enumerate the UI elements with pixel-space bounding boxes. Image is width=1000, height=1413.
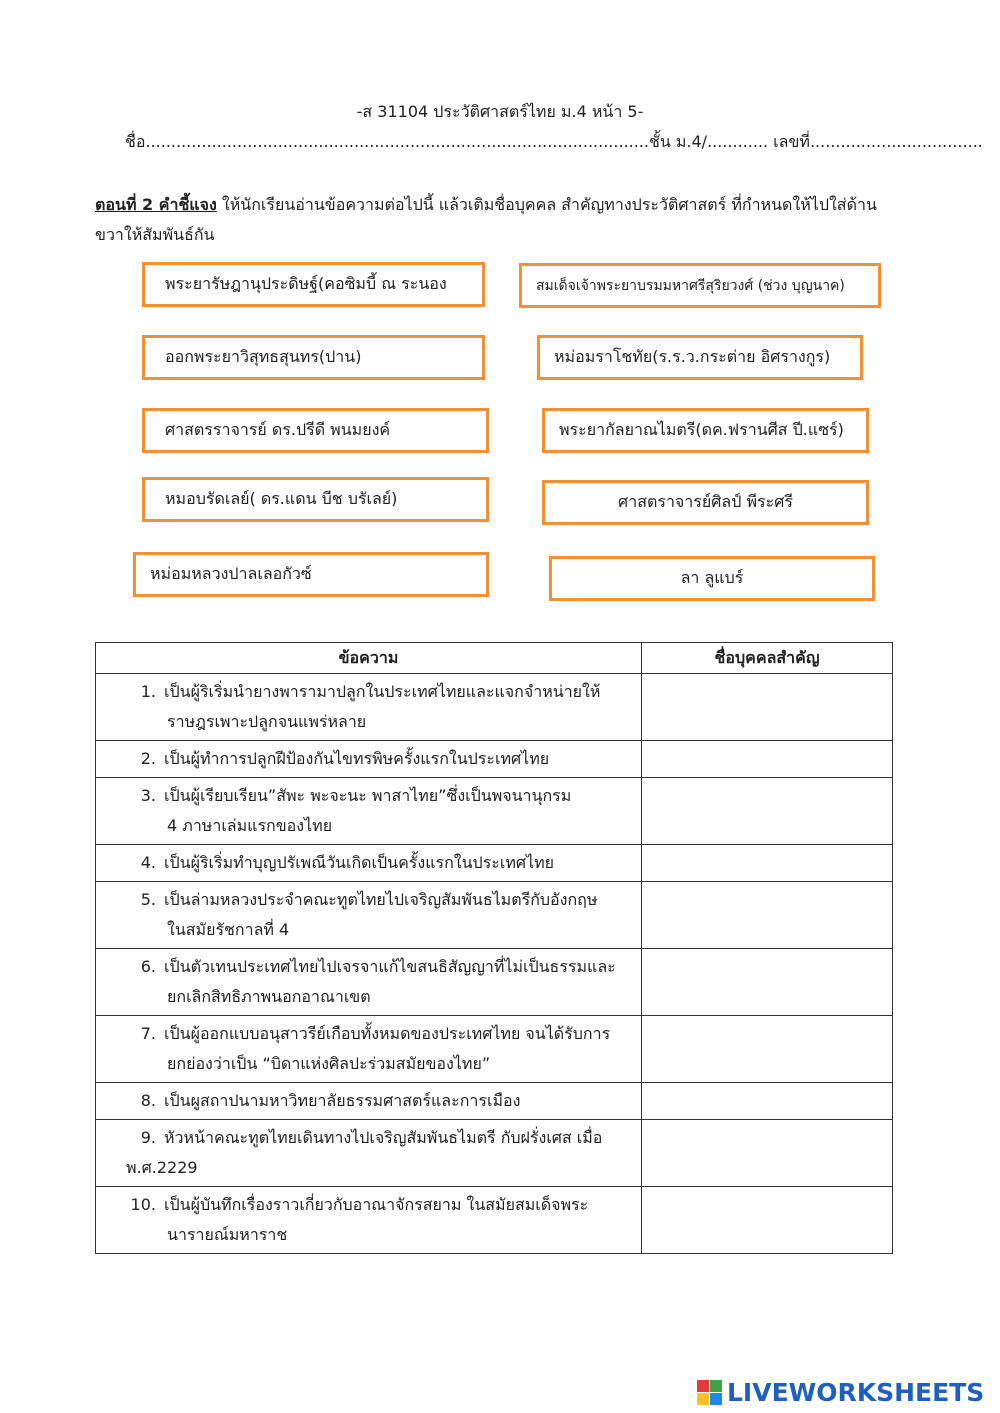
table-row xyxy=(96,1016,893,1083)
statement-line: ยกเลิกสิทธิภาพนอกอาณาเขต xyxy=(167,987,371,1006)
table-row xyxy=(96,778,893,845)
name-box-4[interactable] xyxy=(537,335,863,380)
name-box-label: ศาสตราจารย์ศิลป์ พีระศรี xyxy=(618,492,793,511)
statement-cell xyxy=(96,1187,642,1254)
table-row xyxy=(96,1120,893,1187)
statement-cell xyxy=(96,778,642,845)
statement-line: ราษฎรเพาะปลูกจนแพร่หลาย xyxy=(167,712,367,731)
statement-line: เป็นผูสถาปนามหาวิทยาลัยธรรมศาสตร์และการเมือง xyxy=(164,1091,521,1110)
row-number: 2. xyxy=(140,749,156,768)
name-box-8[interactable] xyxy=(542,480,869,525)
statement-cell xyxy=(96,845,642,882)
name-box-6[interactable] xyxy=(542,408,869,453)
statement-line: เป็นผู้ริเริ่มนำยางพารามาปลูกในประเทศไทยและแจกจำหน่ายให้ xyxy=(164,682,601,701)
answer-cell[interactable] xyxy=(642,1187,893,1254)
name-box-5[interactable] xyxy=(142,408,489,453)
table-row xyxy=(96,882,893,949)
answer-cell[interactable] xyxy=(642,882,893,949)
instructions-text: ให้นักเรียนอ่านข้อความต่อไปนี้ แล้วเติมชื่อบุคคล สำคัญทางประวัติศาสตร์ ที่กำหนดให้ไปใส่ด้านขวาให้สัมพันธ์กัน xyxy=(95,195,877,244)
row-number: 9. xyxy=(140,1128,156,1147)
name-box-1[interactable] xyxy=(142,262,485,307)
liveworksheets-logo-icon xyxy=(697,1380,723,1406)
answer-cell[interactable] xyxy=(642,1016,893,1083)
name-box-label: พระยารัษฎานุประดิษฐ์(คอซิมบี้ ณ ระนอง xyxy=(165,274,447,293)
logo-square xyxy=(710,1393,722,1405)
answer-cell[interactable] xyxy=(642,845,893,882)
name-box-7[interactable] xyxy=(142,477,489,522)
table-row xyxy=(96,741,893,778)
name-box-label: พระยากัลยาณไมตรี(ดค.ฟรานศีส ปี.แซร์) xyxy=(559,420,844,439)
row-number: 8. xyxy=(140,1091,156,1110)
row-number: 5. xyxy=(140,890,156,909)
row-number: 10. xyxy=(130,1195,156,1214)
name-box-9[interactable] xyxy=(133,552,489,597)
statement-cell xyxy=(96,741,642,778)
statement-line: เป็นผู้ทำการปลูกฝีป้องกันไขทรพิษครั้งแรกในประเทศไทย xyxy=(164,749,550,768)
statement-line: ในสมัยรัชกาลที่ 4 xyxy=(167,920,290,939)
row-number: 1. xyxy=(140,682,156,701)
name-box-label: หม่อมราโชทัย(ร.ร.ว.กระต่าย อิศรางกูร) xyxy=(554,347,831,366)
table-header-row xyxy=(96,643,893,674)
table-row xyxy=(96,949,893,1016)
table-row xyxy=(96,845,893,882)
name-box-label: หมอบรัดเลย์( ดร.แดน บีช บรัเลย์) xyxy=(165,489,398,508)
statement-line: 4 ภาษาเล่มแรกของไทย xyxy=(167,816,333,835)
statement-line: เป็นผู้ริเริ่มทำบุญปรัเพณีวันเกิดเป็นครั้งแรกในประเทศไทย xyxy=(164,853,555,872)
worksheet-header-title: -ส 31104 ประวัติศาสตร์ไทย ม.4 หน้า 5- xyxy=(356,102,644,121)
row-number: 7. xyxy=(140,1024,156,1043)
instructions xyxy=(95,190,895,250)
name-box-10[interactable] xyxy=(549,556,875,601)
answer-cell[interactable] xyxy=(642,741,893,778)
liveworksheets-logo xyxy=(697,1378,984,1407)
table-row xyxy=(96,1083,893,1120)
statement-line: หัวหน้าคณะทูตไทยเดินทางไปเจริญสัมพันธไมตรี กับฝรั่งเศส เมื่อ xyxy=(164,1128,603,1147)
statement-line: เป็นผู้บันทึกเรื่องราวเกี่ยวกับอาณาจักรสยาม ในสมัยสมเด็จพระ xyxy=(164,1195,589,1214)
statement-cell xyxy=(96,1120,642,1187)
statement-line: พ.ศ.2229 xyxy=(126,1158,198,1177)
table-row xyxy=(96,674,893,741)
answer-cell[interactable] xyxy=(642,778,893,845)
name-box-2[interactable] xyxy=(519,263,881,308)
instructions-lead: ตอนที่ 2 คำชี้แจง xyxy=(95,195,217,214)
statement-line: เป็นล่ามหลวงประจำคณะทูตไทยไปเจริญสัมพันธไมตรีกับอังกฤษ xyxy=(164,890,598,909)
name-box-label: หม่อมหลวงปาลเลอกัวซ์ xyxy=(150,564,312,583)
statement-cell xyxy=(96,1083,642,1120)
row-number: 4. xyxy=(140,853,156,872)
row-number: 6. xyxy=(140,957,156,976)
name-box-3[interactable] xyxy=(142,335,485,380)
name-box-label: ลา ลูแบร์ xyxy=(680,568,744,587)
column-header-statement: ข้อความ xyxy=(96,643,642,674)
name-box-label: สมเด็จเจ้าพระยาบรมมหาศรีสุริยวงศ์ (ช่วง บุญนาค) xyxy=(536,277,845,294)
statement-line: นารายณ์มหาราช xyxy=(167,1225,288,1244)
answer-cell[interactable] xyxy=(642,949,893,1016)
row-number: 3. xyxy=(140,786,156,805)
answer-table xyxy=(95,642,893,1254)
logo-square xyxy=(697,1393,709,1405)
liveworksheets-logo-text: LIVEWORKSHEETS xyxy=(727,1378,985,1407)
statement-line: ยกย่องว่าเป็น “บิดาแห่งศิลปะร่วมสมัยของไทย” xyxy=(167,1054,491,1073)
statement-cell xyxy=(96,1016,642,1083)
statement-line: เป็นผู้ออกแบบอนุสาวรีย์เกือบทั้งหมดของประเทศไทย จนได้รับการ xyxy=(164,1024,611,1043)
statement-line: เป็นผู้เรียบเรียน”สัพะ พะจะนะ พาสาไทย”ซึ่งเป็นพจนานุกรม xyxy=(164,786,572,805)
logo-square xyxy=(710,1380,722,1392)
name-box-label: ศาสตรราจารย์ ดร.ปรีดี พนมยงค์ xyxy=(165,420,391,439)
answer-cell[interactable] xyxy=(642,1083,893,1120)
statement-cell xyxy=(96,674,642,741)
answer-cell[interactable] xyxy=(642,674,893,741)
table-row xyxy=(96,1187,893,1254)
name-box-label: ออกพระยาวิสุทธสุนทร(ปาน) xyxy=(165,347,362,366)
student-info-line: ชื่อ...................................................................................................ชั้น ม.4/............ เลขที่.................................. xyxy=(125,132,983,151)
statement-line: เป็นตัวเทนประเทศไทยไปเจรจาแก้ไขสนธิสัญญาที่ไม่เป็นธรรมและ xyxy=(164,957,616,976)
logo-square xyxy=(697,1380,709,1392)
answer-cell[interactable] xyxy=(642,1120,893,1187)
statement-cell xyxy=(96,882,642,949)
statement-cell xyxy=(96,949,642,1016)
column-header-person: ชื่อบุคคลสำคัญ xyxy=(642,643,893,674)
